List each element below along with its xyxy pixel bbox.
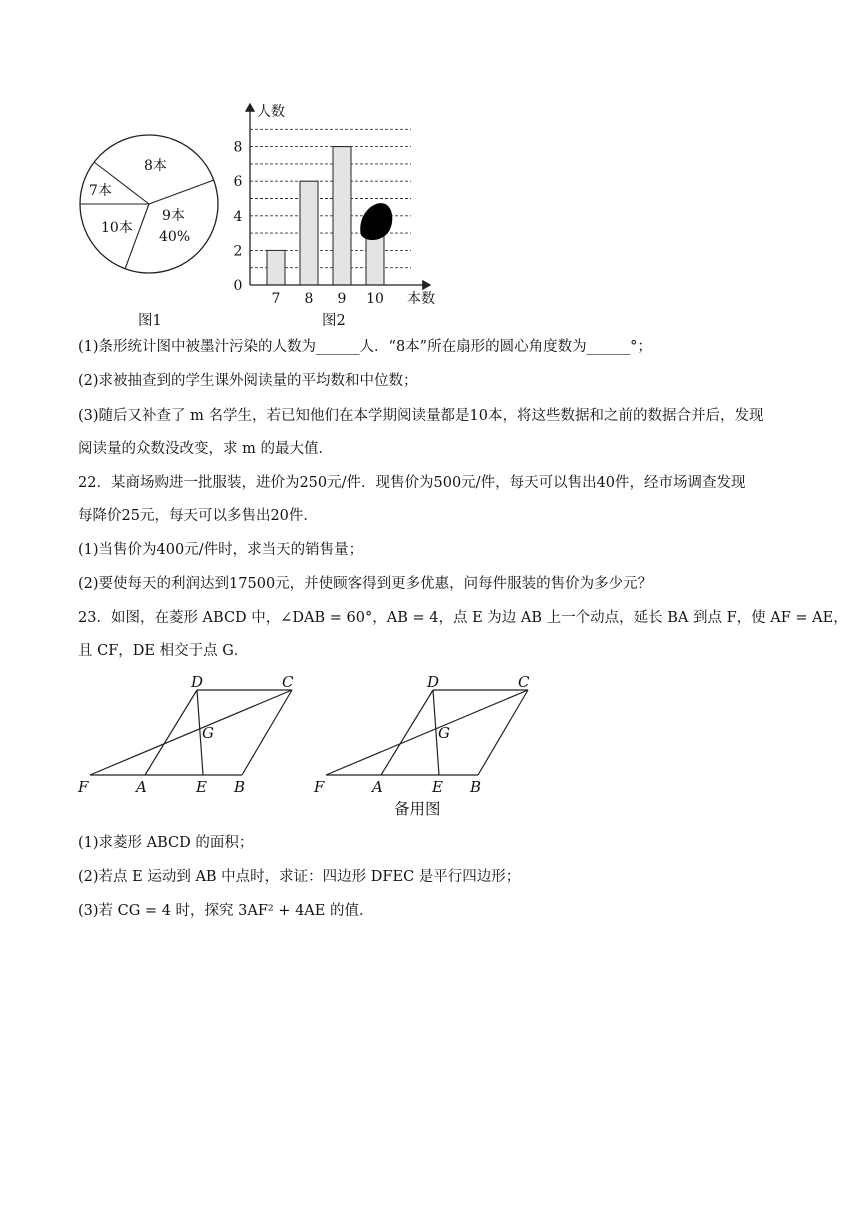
pie-caption: 图1 xyxy=(138,313,162,329)
pie-label-7: 7本 xyxy=(89,183,112,199)
pie-label-9: 9本 xyxy=(162,208,185,224)
x-tick-label: 8 xyxy=(304,291,314,307)
bar-10 xyxy=(366,233,384,285)
y-tick-label: 6 xyxy=(233,174,243,191)
pie-label-9-percent: 40% xyxy=(159,229,191,245)
q21-part1: (1)条形统计图中被墨汁污染的人数为______人．“8本”所在扇形的圆心角度数为______°； xyxy=(78,339,652,355)
label-F: F xyxy=(78,778,89,796)
rhombus-figure xyxy=(70,670,310,800)
label-G: G xyxy=(202,724,214,742)
pie-label-8: 8本 xyxy=(144,158,167,174)
bar-9 xyxy=(333,147,351,285)
bar-caption: 图2 xyxy=(322,313,346,329)
spare-label-E: E xyxy=(432,778,443,796)
spare-label-A: A xyxy=(372,778,383,796)
q23-part2: (2)若点 E 运动到 AB 中点时，求证：四边形 DFEC 是平行四边形； xyxy=(78,869,521,885)
label-A: A xyxy=(136,778,147,796)
x-tick-label: 7 xyxy=(271,291,281,307)
label-B: B xyxy=(234,778,246,796)
spare-label-G: G xyxy=(438,724,450,742)
q22-part2: (2)要使每天的利润达到17500元，并使顾客得到更多优惠，问每件服装的售价为多少元？ xyxy=(78,576,653,592)
y-tick-label: 8 xyxy=(233,139,243,156)
x-axis-title: 本数 xyxy=(407,291,435,307)
q23-part3: (3)若 CG = 4 时，探究 3AF² + 4AE 的值． xyxy=(78,903,374,919)
q23-stem-line2: 且 CF，DE 相交于点 G． xyxy=(78,643,249,659)
q22-stem-line1: 22．某商场购进一批服装，进价为250元/件．现售价为500元/件，每天可以售出40件，经市场调查发现 xyxy=(78,475,746,491)
spare-label-D: D xyxy=(427,673,440,691)
bar-8 xyxy=(300,181,318,285)
y-tick-label: 2 xyxy=(233,243,243,260)
bar-7 xyxy=(267,250,285,285)
y-tick-label: 0 xyxy=(233,278,243,294)
label-C: C xyxy=(282,673,294,691)
pie-label-10: 10本 xyxy=(101,220,133,236)
spare-label-F: F xyxy=(314,778,325,796)
q21-part3-line1: (3)随后又补查了 m 名学生，若已知他们在本学期阅读量都是10本，将这些数据和之前的数据合并后，发现 xyxy=(78,408,764,424)
ink-blot xyxy=(360,203,392,240)
spare-figure-caption: 备用图 xyxy=(394,800,441,818)
q21-part2: (2)求被抽查到的学生课外阅读量的平均数和中位数； xyxy=(78,373,418,389)
q23-stem-line1: 23．如图，在菱形 ABCD 中，∠DAB = 60°，AB = 4，点 E 为边 AB 上一个动点，延长 BA 到点 F，使 AF = AE， xyxy=(78,610,848,626)
pie-chart xyxy=(70,125,230,285)
label-D: D xyxy=(191,673,204,691)
spare-label-C: C xyxy=(518,673,530,691)
x-tick-label: 10 xyxy=(366,291,384,307)
x-tick-label: 9 xyxy=(337,291,347,307)
q22-stem-line2: 每降价25元，每天可以多售出20件． xyxy=(78,508,318,524)
y-tick-label: 4 xyxy=(233,208,243,225)
q23-part1: (1)求菱形 ABCD 的面积； xyxy=(78,835,254,851)
label-E: E xyxy=(196,778,207,796)
y-axis-title: 人数 xyxy=(257,104,285,120)
spare-label-B: B xyxy=(470,778,482,796)
q21-part3-line2: 阅读量的众数没改变，求 m 的最大值． xyxy=(78,441,333,457)
q22-part1: (1)当售价为400元/件时，求当天的销售量； xyxy=(78,542,364,558)
bar-chart xyxy=(225,98,450,310)
rhombus-figure-spare xyxy=(306,670,546,800)
